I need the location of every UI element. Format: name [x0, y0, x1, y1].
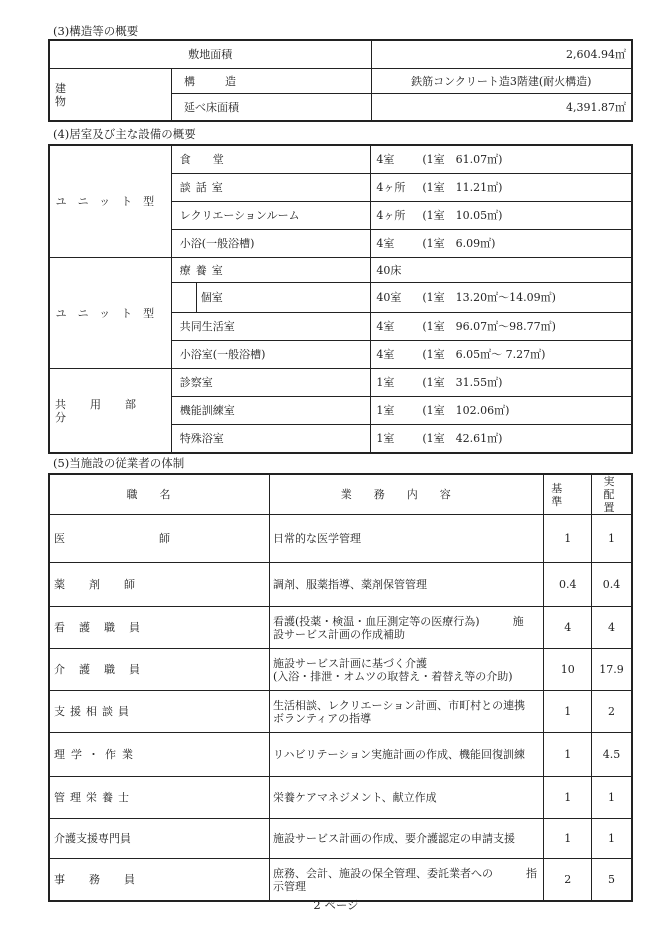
- staff-duty-line1: 日常的な医学管理: [273, 532, 361, 545]
- g3-row2-value: [371, 425, 632, 453]
- staff-duty-line1: リハビリテーション実施計画の作成、機能回復訓練: [273, 748, 526, 761]
- staff-actual: 4: [592, 607, 632, 649]
- staff-standard: 2: [544, 859, 592, 901]
- staff-duty: [270, 733, 544, 777]
- site-area-value: 2,604.94㎡: [371, 41, 631, 69]
- staff-standard: 1: [544, 777, 592, 819]
- staff-role: [50, 819, 270, 859]
- staff-role: [50, 777, 270, 819]
- g2-row1-value: [371, 341, 632, 369]
- staff-row: [50, 515, 632, 563]
- g2-row0-value: [371, 313, 632, 341]
- g2-row1-detail: (1室 6.05㎡～ 7.27㎡): [422, 348, 546, 361]
- g1-row3-count: 4室: [376, 237, 395, 250]
- staff-row: [50, 607, 632, 649]
- staff-role: [50, 733, 270, 777]
- section4-title: (4)居室及び主な設備の概要: [53, 127, 196, 141]
- staff-duty: [270, 777, 544, 819]
- header-duty: 業務内容: [270, 475, 544, 515]
- header-role: 職名: [50, 475, 270, 515]
- staff-role-text: 事務員: [54, 873, 159, 886]
- g1-row3-name: 小浴(一般浴槽): [171, 230, 371, 258]
- structure-value: 鉄筋コンクリート造3階建(耐火構造): [371, 69, 631, 94]
- staff-duty-line1: 庶務、会計、施設の保全管理、委託業者への 指: [273, 866, 537, 880]
- group3-label: [50, 369, 172, 453]
- staff-row: [50, 691, 632, 733]
- staff-role: [50, 691, 270, 733]
- g2-row1-count: 4室: [376, 348, 395, 361]
- staff-role-text: 理学・作業: [54, 748, 139, 761]
- staff-role-text: 支援相談員: [54, 705, 134, 718]
- staff-duty-line1: 施設サービス計画の作成、要介護認定の申請支援: [273, 832, 515, 845]
- section5-title: (5)当施設の従業者の体制: [53, 456, 185, 470]
- koshitsu-name: 個室: [196, 283, 371, 313]
- g3-row2-name: 特殊浴室: [171, 425, 371, 453]
- g2-row0-name: 共同生活室: [171, 313, 371, 341]
- staff-duty: [270, 859, 544, 901]
- g1-row0-value: [371, 146, 632, 174]
- staff-duty: [270, 649, 544, 691]
- staff-duty: [270, 515, 544, 563]
- staff-row: [50, 649, 632, 691]
- staff-duty-line2: 示管理: [273, 879, 306, 893]
- structure-table: [49, 40, 632, 121]
- g1-row2-name: レクリエーションルーム: [171, 202, 371, 230]
- staff-role: [50, 649, 270, 691]
- staff-standard: 1: [544, 819, 592, 859]
- staff-standard: 4: [544, 607, 592, 649]
- header-actual: 実配置: [592, 475, 632, 515]
- staff-duty-line1: 施設サービス計画に基づく介護: [273, 656, 427, 670]
- building-label: [50, 69, 172, 121]
- g3-row0-name: 診察室: [171, 369, 371, 397]
- g3-row1-count: 1室: [376, 404, 395, 417]
- ryoyo-name: 療養室: [171, 258, 371, 283]
- g3-row1-value: [371, 397, 632, 425]
- staff-role-text: 医師: [54, 532, 264, 545]
- staff-table: [49, 474, 632, 901]
- section3-title: (3)構造等の概要: [53, 24, 139, 38]
- staff-duty-line1: 栄養ケアマネジメント、献立作成: [273, 791, 437, 804]
- g1-row0-name: 食堂: [171, 146, 371, 174]
- staff-actual: 1: [592, 777, 632, 819]
- staff-actual: 4.5: [592, 733, 632, 777]
- staff-duty-line1: 看護(投薬・検温・血圧測定等の医療行為) 施: [273, 614, 524, 628]
- g1-row3-value: [371, 230, 632, 258]
- staff-role-text: 薬剤師: [54, 578, 159, 591]
- staff-role-text: 管理栄養士: [54, 791, 134, 804]
- staff-row: [50, 733, 632, 777]
- staff-duty: [270, 819, 544, 859]
- g3-row0-detail: (1室 31.55㎡): [422, 376, 503, 389]
- staff-role: [50, 859, 270, 901]
- g2-row0-count: 4室: [376, 320, 395, 333]
- staff-duty-line1: 生活相談、レクリエーション計画、市町村との連携: [273, 698, 526, 712]
- staff-duty: [270, 607, 544, 649]
- g3-row0-value: [371, 369, 632, 397]
- staff-duty-line1: 調剤、服薬指導、薬剤保管管理: [273, 578, 427, 591]
- building-label-text: 建物: [55, 81, 152, 108]
- g3-row2-count: 1室: [376, 432, 395, 445]
- structure-label: 構造: [171, 69, 371, 94]
- staff-standard: 0.4: [544, 563, 592, 607]
- koshitsu-value: [371, 283, 632, 313]
- ryoyo-value: 40床: [371, 258, 632, 283]
- staff-role: [50, 515, 270, 563]
- koshitsu-count: 40室: [376, 291, 402, 304]
- staff-actual: 5: [592, 859, 632, 901]
- staff-actual: 17.9: [592, 649, 632, 691]
- staff-row: [50, 777, 632, 819]
- g1-row1-value: [371, 174, 632, 202]
- facility-table: [49, 145, 632, 453]
- staff-actual: 1: [592, 819, 632, 859]
- koshitsu-detail: (1室 13.20㎡～14.09㎡): [422, 291, 556, 304]
- koshitsu-indent: [171, 283, 196, 313]
- staff-standard: 1: [544, 515, 592, 563]
- staff-actual: 1: [592, 515, 632, 563]
- staff-row: [50, 819, 632, 859]
- page-number: 2 ページ: [313, 898, 359, 912]
- site-area-label: 敷地面積: [50, 41, 372, 69]
- floor-area-value: 4,391.87㎡: [371, 94, 631, 121]
- g1-row2-value: [371, 202, 632, 230]
- g1-row1-detail: (1室 11.21㎡): [422, 181, 503, 194]
- staff-row: [50, 563, 632, 607]
- staff-standard: 1: [544, 733, 592, 777]
- g1-row0-detail: (1室 61.07㎡): [422, 153, 503, 166]
- g3-row1-name: 機能訓練室: [171, 397, 371, 425]
- g2-row0-detail: (1室 96.07㎡～98.77㎡): [422, 320, 556, 333]
- staff-actual: 0.4: [592, 563, 632, 607]
- g3-row0-count: 1室: [376, 376, 395, 389]
- staff-row: [50, 859, 632, 901]
- staff-duty-line2: (入浴・排泄・オムツの取替え・着替え等の介助): [273, 669, 513, 683]
- staff-standard: 1: [544, 691, 592, 733]
- staff-role: [50, 563, 270, 607]
- g1-row0-count: 4室: [376, 153, 395, 166]
- g3-row1-detail: (1室 102.06㎡): [422, 404, 510, 417]
- g1-row2-count: 4ヶ所: [376, 209, 406, 222]
- staff-role: [50, 607, 270, 649]
- staff-duty: [270, 691, 544, 733]
- g1-row1-name: 談話室: [171, 174, 371, 202]
- g1-row2-detail: (1室 10.05㎡): [422, 209, 503, 222]
- floor-area-label: 延べ床面積: [171, 94, 371, 121]
- g3-row2-detail: (1室 42.61㎡): [422, 432, 503, 445]
- group1-label: ユニット型: [50, 146, 172, 258]
- g1-row3-detail: (1室 6.09㎡): [422, 237, 496, 250]
- group2-label: ユニット型: [50, 258, 172, 369]
- g1-row1-count: 4ヶ所: [376, 181, 406, 194]
- header-standard: 基準: [544, 475, 592, 515]
- staff-duty: [270, 563, 544, 607]
- staff-standard: 10: [544, 649, 592, 691]
- staff-duty-line2: 設サービス計画の作成補助: [273, 627, 405, 641]
- staff-actual: 2: [592, 691, 632, 733]
- group3-label-text: 共用部分: [55, 397, 160, 424]
- staff-duty-line2: ボランティアの指導: [273, 711, 372, 725]
- g2-row1-name: 小浴室(一般浴槽): [171, 341, 371, 369]
- staff-role-text: 介護支援専門員: [54, 832, 131, 845]
- staff-role-text: 看護職員: [54, 621, 154, 634]
- staff-role-text: 介護職員: [54, 663, 154, 676]
